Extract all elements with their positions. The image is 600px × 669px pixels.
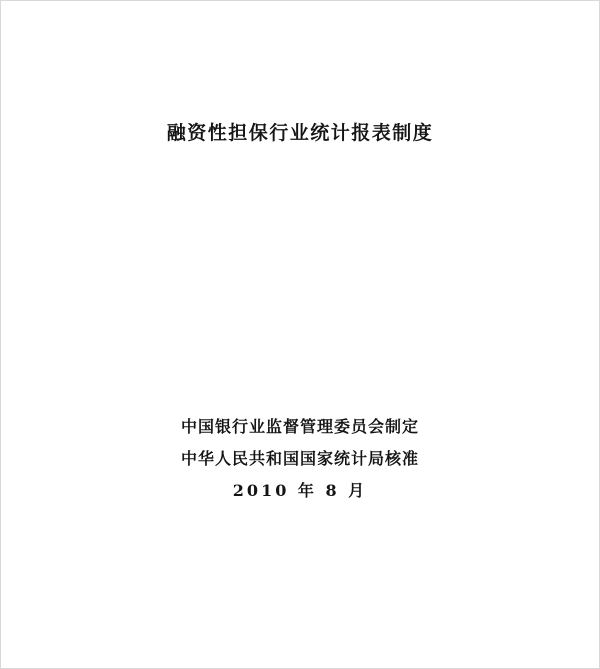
imprint-block	[1, 411, 599, 507]
imprint-approver: 中华人民共和国国家统计局核准	[180, 449, 419, 468]
page-title: 融资性担保行业统计报表制度	[166, 122, 434, 144]
imprint-issuer: 中国银行业监督管理委员会制定	[180, 417, 419, 436]
imprint-date: 2010 年 8 月	[232, 481, 368, 500]
